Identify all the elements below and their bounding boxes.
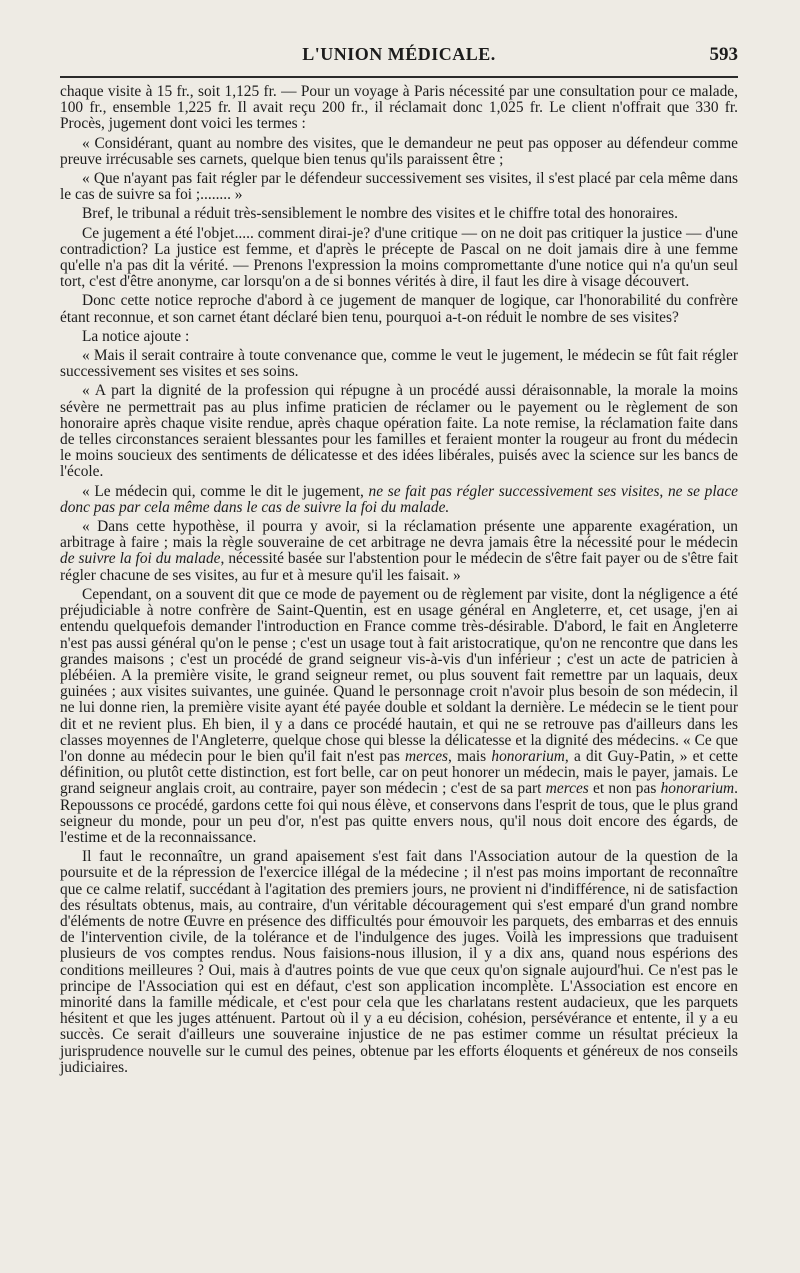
paragraph: [60, 136, 738, 168]
italic-text: honorarium: [491, 747, 565, 765]
italic-text: merces: [545, 780, 589, 798]
page-header: [60, 42, 738, 72]
text-run: , a dit Guy-Patin, » et cette définition, ou plutôt cette distinction, est fort belle, car on peut honorer un médecin, mais le payer, jamais. Le grand seigneur anglais croit, au contraire, payer son médecin ; c'est de sa part: [60, 747, 739, 798]
paragraph: [60, 226, 738, 291]
text-run: « Mais il serait contraire à toute convenance que, comme le veut le jugement, le médecin se fût fait régler successivement ses visites et ses soins.: [60, 347, 738, 381]
paragraph: [60, 84, 738, 133]
text-run: La notice ajoute :: [82, 327, 190, 345]
text-run: Il faut le reconnaître, un grand apaisement s'est fait dans l'Association autour de la question de la poursuite et de la répression de l'exercice illégal de la médecine ; il n'est pas moins important de reconnaître que ce calme relatif, succédant à l'agitation des premiers jours, ne provient ni d'indifférence, ni de satisfaction des résultats obtenus, mais, au contraire, d'un véritable découragement qui s'est emparé d'un grand nombre d'éléments de notre Œuvre en présence des difficultés pour émouvoir les parquets, des embarras et des ennuis de l'intervention civile, de la tolérance et de l'indulgence des juges. Voilà les impressions que traduisent plusieurs de vos comptes rendus. Nous faisions-nous illusion, il y a dix ans, quand nous espérions des conditions meilleures ? Oui, mais à d'autres points de vue que ceux qu'on signale aujourd'hui. Ce n'est pas le principe de l'Association qui est en défaut, c'est son application incomplète. L'Association est encore en minorité dans la famille médicale, et c'est pour cela que les charlatans restent audacieux, que les parquets hésitent et que les juges atténuent. Partout où il y a eu décision, cohésion, persévérance et entente, il y a eu succès. Ce serait d'ailleurs une souveraine injustice de ne pas estimer comme un résultat précieux la jurisprudence nouvelle sur le cumul des peines, obtenue par les efforts éloquents et généreux de nos conseils judiciaires.: [60, 848, 738, 1076]
italic-text: de suivre la foi du malade: [60, 550, 221, 568]
italic-text: ne se fait pas régler successivement ses visites, ne se place donc pas par cela même dans le cas de suivre la foi du malade.: [60, 482, 738, 516]
paragraph: [60, 484, 738, 516]
paragraph: [60, 587, 738, 846]
text-run: « Le médecin qui, comme le dit le jugement,: [82, 482, 369, 500]
paragraph: [60, 329, 738, 345]
paragraph: [60, 519, 738, 584]
text-run: Ce jugement a été l'objet..... comment dirai-je? d'une critique — on ne doit pas critiquer la justice — d'une contradiction? La justice est femme, et d'après le précepte de Pascal on ne doit jamais dire à une femme qu'elle n'a pas dit la vérité. — Prenons l'expression la moins compromettante d'une notice qui n'a qu'un seul tort, c'est d'être anonyme, car lorsqu'on a de si bonnes vérités à dire, il faut les dire à visage découvert.: [60, 224, 738, 291]
header-rule: [60, 76, 738, 78]
running-title: L'UNION MÉDICALE.: [302, 44, 496, 64]
text-run: Bref, le tribunal a réduit très-sensiblement le nombre des visites et le chiffre total des honoraires.: [82, 205, 678, 223]
text-run: et non pas: [588, 780, 661, 798]
text-run: , mais: [448, 747, 492, 765]
italic-text: merces: [405, 747, 449, 765]
text-run: , nécessité basée sur l'abstention pour le médecin de s'être fait payer ou de s'être fait régler chacune de ses visites, au fur et à mesure qu'il les faisait. »: [60, 550, 738, 584]
text-run: « A part la dignité de la profession qui répugne à un procédé aussi déraisonnable, la morale la moins sévère ne permettrait pas au plus infime praticien de réclamer ou le payement ou le règlement de son honoraire après chaque visite rendue, après chaque opération faite. La note remise, la réclamation faite dans de telles circonstances seraient blessantes pour les familles et feraient monter la rougeur au front du médecin le moins soucieux des sentiments de délicatesse et des idées libérales, puisés avec la science sur les bancs de l'école.: [60, 382, 738, 481]
paragraph: [60, 293, 738, 325]
paragraph: [60, 206, 738, 222]
text-run: Cependant, on a souvent dit que ce mode de payement ou de règlement par visite, dont la négligence a été préjudiciable à notre confrère de Saint-Quentin, est en usage général en Angleterre, et, cet usage, j'en ai entendu quelquefois demander l'introduction en France comme très-désirable. D'abord, le fait en Angleterre n'est pas aussi général qu'on le pense ; c'est un usage tout à fait aristocratique, qu'on ne rencontre que dans les grandes maisons ; c'est un procédé de grand seigneur vis-à-vis d'un inférieur ; c'est un acte de patricien à plébéien. A la première visite, le grand seigneur remet, ou plus souvent fait remettre par un laquais, deux guinées ; aux visites suivantes, une guinée. Quand le personnage croit n'avoir plus besoin de son médecin, il ne lui donne rien, la première visite ayant été payée double et soldant la dernière. Le médecin se le tient pour dit et ne revient plus. Eh bien, il y a dans ce procédé hautain, et qui ne se retrouve pas d'ailleurs dans les classes moyennes de l'Angleterre, quelque chose qui blesse la délicatesse et la dignité des médecins. « Ce que l'on donne au médecin pour le bien qu'il fait n'est pas: [60, 585, 738, 765]
text-run: . Repoussons ce procédé, gardons cette foi qui nous élève, et conservons dans l'esprit de tous, que le plus grand seigneur du monde, pour un peu d'or, n'est pas quitte envers nous, qu'il nous doit encore des égards, de l'estime et de la reconnaissance.: [60, 780, 738, 846]
page-number: 593: [709, 44, 738, 65]
italic-text: honorarium: [660, 780, 735, 798]
text-run: « Considérant, quant au nombre des visites, que le demandeur ne peut pas opposer au défendeur comme preuve irrécusable ses carnets, quelque bien tenus qu'ils paraissent être ;: [60, 134, 738, 168]
paragraph: [60, 171, 738, 203]
body-text: [60, 84, 738, 1079]
text-run: « Dans cette hypothèse, il pourra y avoir, si la réclamation présente une apparente exagération, un arbitrage à faire ; mais la règle souveraine de cet arbitrage ne devra jamais être la nécessité pour le médecin: [60, 518, 738, 552]
text-run: Donc cette notice reproche d'abord à ce jugement de manquer de logique, car l'honorabilité du confrère étant reconnue, et son carnet étant déclaré bien tenu, pourquoi a-t-on réduit le nombre de ses visites?: [60, 292, 738, 326]
paragraph: [60, 348, 738, 380]
text-run: chaque visite à 15 fr., soit 1,125 fr. — Pour un voyage à Paris nécessité par une consultation pour ce malade, 100 fr., ensemble 1,225 fr. Il avait reçu 200 fr., il réclamait donc 1,025 fr. Le client n'offrait que 330 fr. Procès, jugement dont voici les termes :: [60, 83, 738, 133]
paragraph: [60, 849, 738, 1076]
paragraph: [60, 383, 738, 480]
text-run: « Que n'ayant pas fait régler par le défendeur successivement ses visites, il s'est placé par cela même dans le cas de suivre sa foi ;........ »: [60, 170, 738, 204]
